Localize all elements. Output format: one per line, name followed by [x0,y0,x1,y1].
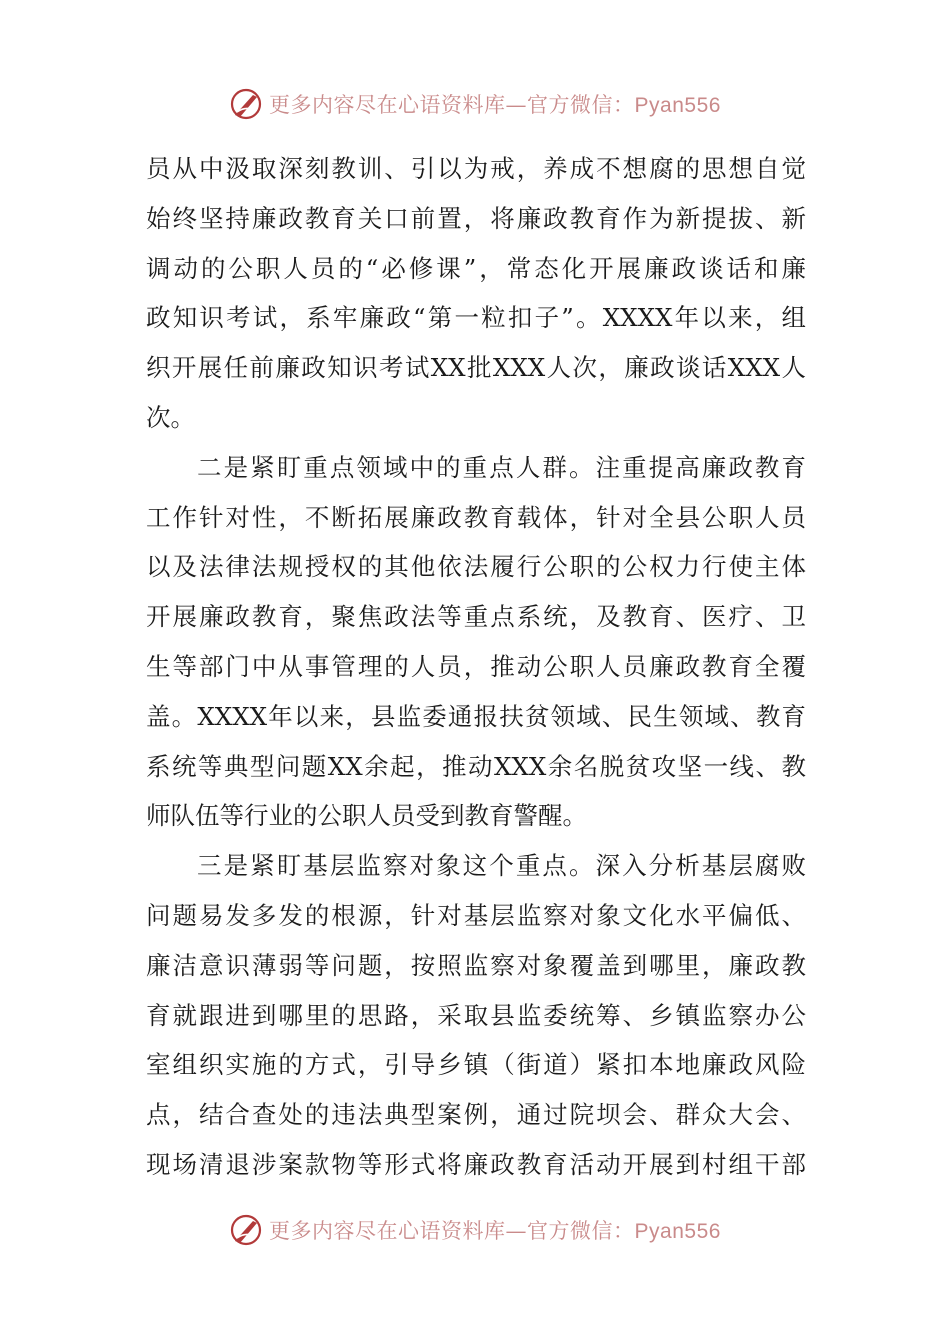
pen-seal-icon [229,87,263,121]
paragraph-start: 三是紧盯基层监察对象这个重点。深入分析基层腐败 [197,851,806,881]
text-line: 政知识考试，系牢廉政“第一粒扣子”。XXXX年以来，组 [146,303,806,333]
wechat-id: Pyan556 [634,94,721,117]
text-line: 次。 [146,402,195,432]
text-line: 始终坚持廉政教育关口前置，将廉政教育作为新提拔、新 [146,203,806,233]
pen-seal-icon [229,1213,263,1247]
text-line: 室组织实施的方式，引导乡镇（街道）紧扣本地廉政风险 [146,1050,806,1080]
text-line: 工作针对性，不断拓展廉政教育载体，针对全县公职人员 [146,502,806,532]
text-line: 员从中汲取深刻教训、引以为戒，养成不想腐的思想自觉 [146,154,806,183]
wechat-id: Pyan556 [634,1220,721,1243]
text-line: 以及法律法规授权的其他依法履行公职的公权力行使主体 [146,552,806,582]
footer-watermark-text: 更多内容尽在心语资料库—官方微信：Pyan556 [269,1219,721,1243]
text-line: 织开展任前廉政知识考试XX批XXX人次，廉政谈话XXX人 [146,353,806,383]
text-line: 问题易发多发的根源，针对基层监察对象文化水平偏低、 [146,900,806,930]
text-line: 系统等典型问题XX余起，推动XXX余名脱贫攻坚一线、教 [146,751,806,781]
footer-watermark [0,1210,950,1250]
text-line: 师队伍等行业的公职人员受到教育警醒。 [146,801,587,831]
text-line: 育就跟进到哪里的思路，采取县监委统筹、乡镇监察办公 [146,1000,806,1030]
text-line: 开展廉政教育，聚焦政法等重点系统，及教育、医疗、卫 [146,602,806,632]
text-line: 盖。XXXX年以来，县监委通报扶贫领域、民生领域、教育 [146,701,806,731]
header-watermark [0,84,950,124]
document-body [146,144,806,1190]
text-line: 现场清退涉案款物等形式将廉政教育活动开展到村组干部 [146,1149,806,1179]
text-line: 廉洁意识薄弱等问题，按照监察对象覆盖到哪里，廉政教 [146,950,806,980]
text-line: 生等部门中从事管理的人员，推动公职人员廉政教育全覆 [146,651,806,681]
text-line: 调动的公职人员的“必修课”，常态化开展廉政谈话和廉 [146,253,806,283]
paragraph-start: 二是紧盯重点领域中的重点人群。注重提高廉政教育 [197,452,806,482]
header-watermark-text: 更多内容尽在心语资料库—官方微信：Pyan556 [269,93,721,117]
text-line: 点，结合查处的违法典型案例，通过院坝会、群众大会、 [146,1100,806,1130]
